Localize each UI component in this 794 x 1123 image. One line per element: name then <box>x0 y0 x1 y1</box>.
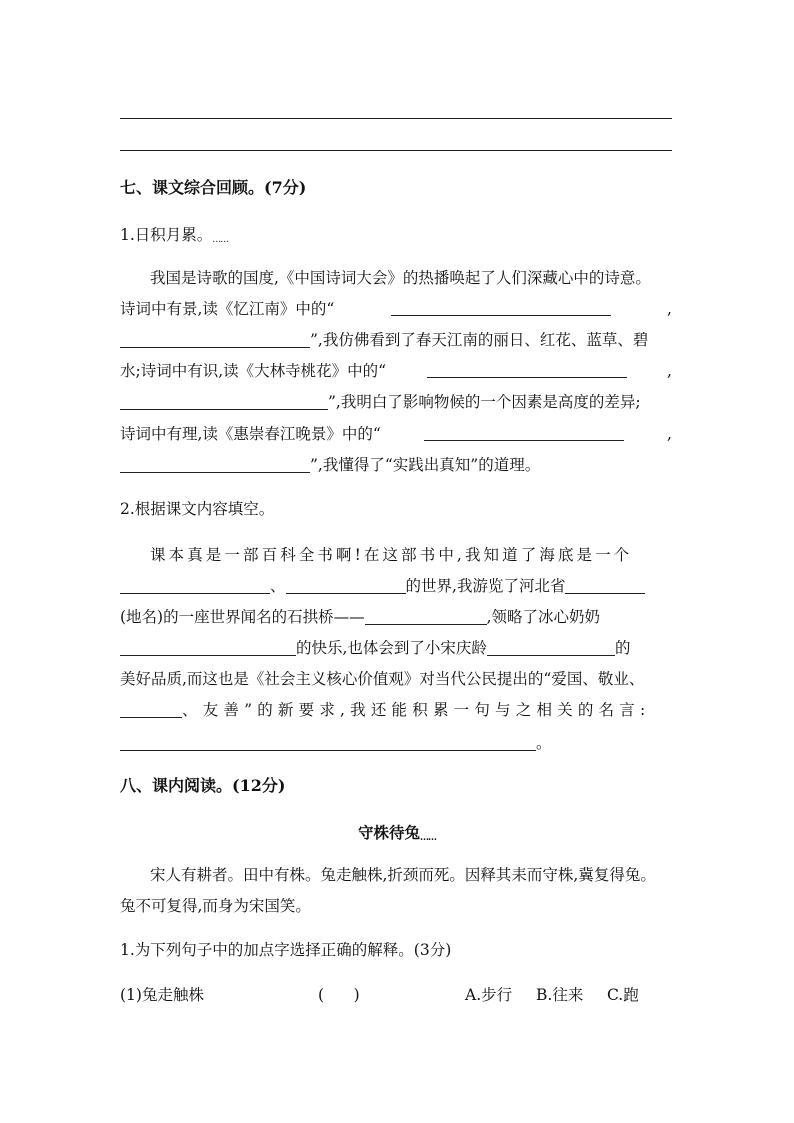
blank-bridge-name[interactable] <box>365 608 487 625</box>
option-a[interactable]: A.步行 <box>465 986 513 1004</box>
q2-text-bridge: (地名)的一座世界闻名的石拱桥—— <box>120 608 365 626</box>
q2-para-line-2 <box>120 576 645 596</box>
q1-label <box>120 225 228 250</box>
answer-line-1 <box>120 118 672 119</box>
answer-line-2 <box>120 150 672 151</box>
q2-text-songqingling: 的快乐,也体会到了小宋庆龄 <box>296 639 487 657</box>
q2-label: 2.根据课文内容填空。 <box>120 500 275 518</box>
q1-comma-1: , <box>667 300 672 318</box>
q2-para-line-6 <box>120 700 650 720</box>
section8-heading: 八、课内阅读。(12分) <box>120 776 286 795</box>
q2-dun: 、 <box>270 577 286 595</box>
q1-para-line-1: 我国是诗歌的国度,《中国诗词大会》的热播唤起了人们深藏心中的诗意。 <box>150 269 651 287</box>
blank-bingxin[interactable] <box>120 639 296 656</box>
blank-seabed-1[interactable] <box>120 577 270 594</box>
blank-songqingling[interactable] <box>487 639 615 656</box>
q1-para-line-6 <box>120 424 672 444</box>
q1-text-spring: ”,我仿佛看到了春天江南的丽日、红花、蓝草、碧 <box>310 331 649 349</box>
q1-para-line-4 <box>120 361 672 381</box>
passage-title-text: 守株待兔 <box>357 823 420 842</box>
blank-huichong-1[interactable] <box>424 424 624 441</box>
option-c[interactable]: C.跑 <box>607 986 639 1004</box>
q1-para-line-2 <box>120 299 672 319</box>
q2-text-bingxin: ,领略了冰心奶奶 <box>486 608 601 626</box>
q2-text-de: 的 <box>614 639 631 657</box>
option-b[interactable]: B.往来 <box>536 986 584 1004</box>
q2-period: 。 <box>536 734 552 752</box>
blank-dalinsi-1[interactable] <box>427 361 627 378</box>
q2-text-hebei: 的世界,我游览了河北省 <box>405 577 566 595</box>
blank-value[interactable] <box>120 701 182 718</box>
q1-text-practice: ”,我懂得了“实践出真知”的道理。 <box>310 456 541 474</box>
q1-comma-3: , <box>667 425 672 443</box>
q2-para-line-3 <box>120 607 600 627</box>
passage-title <box>0 821 794 843</box>
q1-text-height: ”,我明白了影响物候的一个因素是高度的差异; <box>328 393 641 411</box>
blank-dalinsi-2[interactable] <box>120 393 328 410</box>
q2-para-line-1: 课本真是一部百科全书啊!在这部书中,我知道了海底是一个 <box>150 546 633 564</box>
q1-para-line-7 <box>120 455 540 475</box>
dot-marks: …… <box>212 235 229 245</box>
q2-para-line-4 <box>120 638 630 658</box>
q8-1-label: 1.为下列句子中的加点字选择正确的解释。(3分) <box>120 941 452 959</box>
q1-comma-2: , <box>667 362 672 380</box>
blank-yijiangnan-1[interactable] <box>391 299 611 316</box>
q1-text-yijiangnan: 诗词中有景,读《忆江南》中的“ <box>120 300 335 318</box>
q1-para-line-5 <box>120 392 641 412</box>
answer-paren[interactable]: ( ) <box>318 986 360 1004</box>
blank-huichong-2[interactable] <box>120 456 310 473</box>
title-dot-marks: …… <box>420 833 436 843</box>
item1-text: (1)兔走触株 <box>120 986 204 1004</box>
q1-para-line-3 <box>120 330 648 350</box>
section7-heading: 七、课文综合回顾。(7分) <box>120 178 307 197</box>
blank-place-name[interactable] <box>565 577 645 594</box>
q2-para-line-5: 美好品质,而这也是《社会主义核心价值观》对当代公民提出的“爱国、敬业、 <box>120 670 645 688</box>
passage-line-2: 兔不可复得,而身为宋国笑。 <box>120 897 311 915</box>
q1-text-huichong: 诗词中有理,读《惠崇春江晚景》中的“ <box>120 425 381 443</box>
q2-para-line-7 <box>120 733 552 753</box>
passage-line-1: 宋人有耕者。田中有株。兔走触株,折颈而死。因释其耒而守株,冀复得兔。 <box>150 866 656 884</box>
blank-yijiangnan-2[interactable] <box>120 331 310 348</box>
blank-seabed-2[interactable] <box>286 577 406 594</box>
q1-label-text: 1.日积月累。 <box>120 226 213 244</box>
q2-text-friendly: 、友善”的新要求,我还能积累一句与之相关的名言: <box>182 701 651 719</box>
q1-text-dalinsi: 水;诗词中有识,读《大林寺桃花》中的“ <box>120 362 387 380</box>
blank-quote[interactable] <box>120 734 536 751</box>
